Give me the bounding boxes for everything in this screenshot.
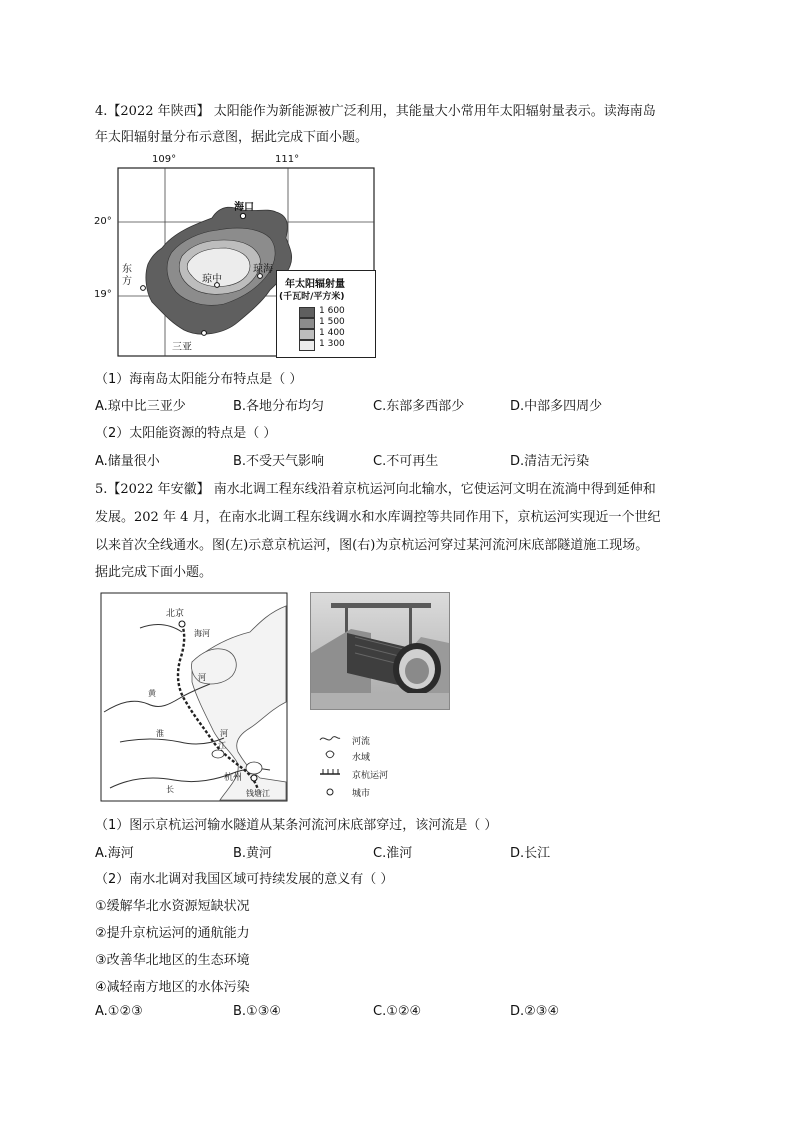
legend-value-1600: 1 600 — [319, 306, 345, 316]
q4-sub1-stem: （1）海南岛太阳能分布特点是（ ） — [95, 372, 303, 387]
q5-sub2-stem: （2）南水北调对我国区域可持续发展的意义有（ ） — [95, 872, 394, 887]
legend-symbols — [318, 732, 342, 804]
radiation-legend — [276, 270, 376, 358]
grand-canal-map — [100, 592, 288, 802]
label-qiantang: 钱塘江 — [246, 789, 270, 798]
legend-swatch-1500 — [299, 318, 315, 329]
tunnel-photo-image — [311, 593, 449, 709]
q4-sub2-option-b[interactable]: B.不受天气影响 — [233, 454, 325, 469]
q5-sub2-option-b[interactable]: B.①③④ — [233, 1004, 282, 1019]
legend-value-1300: 1 300 — [319, 339, 345, 349]
q5-sub1-stem: （1）图示京杭运河输水隧道从某条河流河床底部穿过，该河流是（ ） — [95, 818, 498, 833]
label-chang: 长 — [166, 785, 174, 794]
legend-water-body: 水域 — [352, 753, 371, 763]
place-hangzhou: 杭州 — [224, 773, 243, 783]
q4-sub2-option-c[interactable]: C.不可再生 — [373, 454, 439, 469]
q5-sub1-option-b[interactable]: B.黄河 — [233, 846, 273, 861]
lon-label-109: 109° — [152, 154, 177, 165]
hainan-radiation-map — [94, 152, 384, 362]
q5-sub2-option-c[interactable]: C.①②④ — [373, 1004, 422, 1019]
q5-sub2-option-a[interactable]: A.①②③ — [95, 1004, 143, 1019]
q5-sub2-item-1: ①缓解华北水资源短缺状况 — [95, 899, 250, 914]
q5-sub2-item-4: ④减轻南方地区的水体污染 — [95, 980, 250, 995]
q4-sub1-option-c[interactable]: C.东部多西部少 — [373, 399, 465, 414]
legend-unit: (千瓦时/平方米) — [279, 292, 345, 302]
q5-sub2-item-2: ②提升京杭运河的通航能力 — [95, 926, 250, 941]
lat-label-20: 20° — [94, 216, 112, 227]
q4-sub2-option-a[interactable]: A.储量很小 — [95, 454, 160, 469]
place-beijing: 北京 — [166, 609, 185, 619]
q5-intro-line3: 以来首次全线通水。图(左)示意京杭运河，图(右)为京杭运河穿过某河流河床底部隧道施工现场。 — [95, 538, 649, 553]
lon-label-111: 111° — [275, 154, 300, 165]
place-haikou: 海口 — [234, 202, 254, 213]
legend-value-1400: 1 400 — [319, 328, 345, 338]
q5-sub2-item-3: ③改善华北地区的生态环境 — [95, 953, 250, 968]
grand-canal-map-figure — [100, 592, 288, 802]
q5-intro-line1: 5.【2022 年安徽】 南水北调工程东线沿着京杭运河向北输水，它使运河文明在流淌中得到延伸和 — [95, 482, 656, 497]
q4-sub1-option-d[interactable]: D.中部多四周少 — [510, 399, 603, 414]
place-qiongzhong: 琼中 — [202, 274, 222, 285]
place-haihe: 海河 — [194, 629, 210, 638]
q4-intro-line2: 年太阳辐射量分布示意图，据此完成下面小题。 — [95, 130, 369, 145]
lat-label-19: 19° — [94, 289, 112, 300]
legend-grand-canal: 京杭运河 — [352, 771, 389, 781]
q5-sub1-option-a[interactable]: A.海河 — [95, 846, 134, 861]
q5-intro-line2: 发展。202 年 4 月，在南水北调工程东线调水和水库调控等共同作用下，京杭运河实现近一个世纪 — [95, 510, 661, 525]
q5-intro-line4: 据此完成下面小题。 — [95, 565, 213, 580]
place-dongfang: 东方 — [122, 264, 132, 287]
legend-city: 城市 — [352, 789, 371, 799]
place-qionghai: 琼海 — [253, 264, 273, 275]
grand-canal-legend — [318, 732, 438, 804]
q4-sub1-option-b[interactable]: B.各地分布均匀 — [233, 399, 325, 414]
q4-sub2-stem: （2）太阳能资源的特点是（ ） — [95, 426, 277, 441]
q5-sub1-option-d[interactable]: D.长江 — [510, 846, 551, 861]
label-jiang: 江 — [218, 741, 226, 750]
q5-sub1-option-c[interactable]: C.淮河 — [373, 846, 413, 861]
label-he-1: 河 — [198, 673, 206, 682]
legend-river: 河流 — [352, 737, 371, 747]
q4-sub1-option-a[interactable]: A.琼中比三亚少 — [95, 399, 186, 414]
tunnel-construction-photo — [310, 592, 450, 710]
q4-sub2-option-d[interactable]: D.清洁无污染 — [510, 454, 590, 469]
label-huai: 淮 — [156, 729, 164, 738]
q5-sub2-option-d[interactable]: D.②③④ — [510, 1004, 560, 1019]
legend-title: 年太阳辐射量 — [285, 279, 345, 290]
legend-swatch-1400 — [299, 329, 315, 340]
legend-value-1500: 1 500 — [319, 317, 345, 327]
legend-swatch-1600 — [299, 307, 315, 318]
legend-swatch-1300 — [299, 340, 315, 351]
q4-intro-line1: 4.【2022 年陕西】 太阳能作为新能源被广泛利用，其能量大小常用年太阳辐射量表示。读海南岛 — [95, 104, 656, 119]
place-sanya: 三亚 — [172, 342, 192, 353]
label-huang: 黄 — [148, 689, 156, 698]
label-he-2: 河 — [220, 729, 228, 738]
